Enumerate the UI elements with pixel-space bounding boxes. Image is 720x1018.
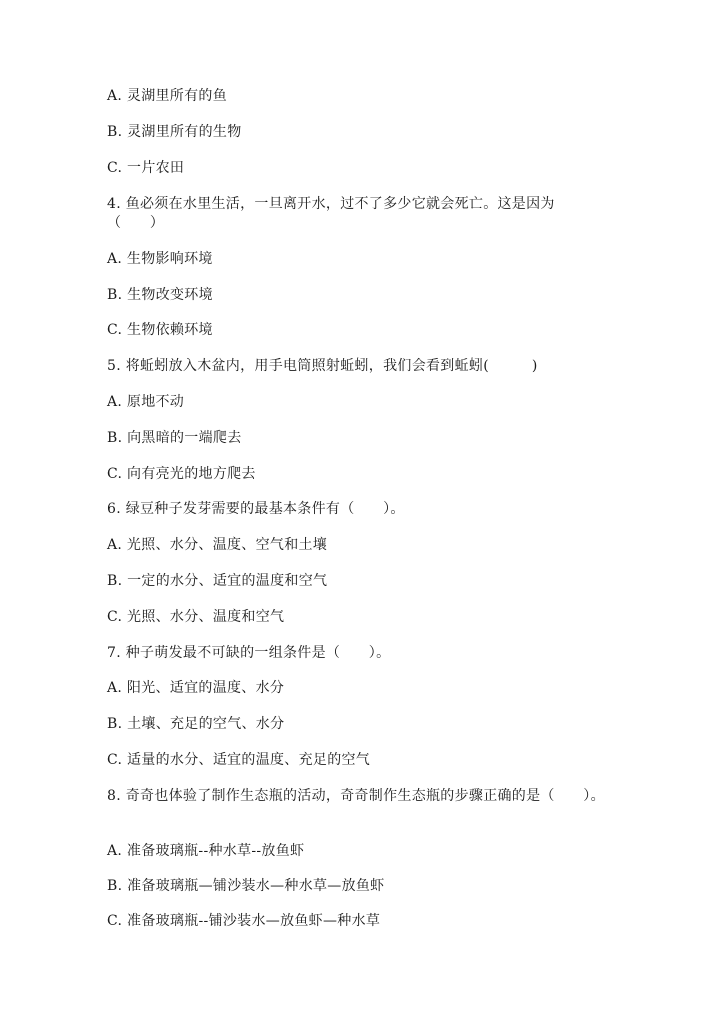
option-5b: B. 向黑暗的一端爬去 [107,430,242,446]
option-5c: C. 向有亮光的地方爬去 [107,466,256,482]
option-7a: A. 阳光、适宜的温度、水分 [107,680,285,696]
option-8c: C. 准备玻璃瓶--铺沙装水—放鱼虾—种水草 [107,913,381,929]
option-7b: B. 土壤、充足的空气、水分 [107,716,285,732]
option-7c: C. 适量的水分、适宜的温度、充足的空气 [107,752,371,768]
question-4: 4. 鱼必须在水里生活，一旦离开水，过不了多少它就会死亡。这是因为 [107,196,555,212]
option-8a: A. 准备玻璃瓶--种水草--放鱼虾 [107,843,305,859]
option-4c: C. 生物依赖环境 [107,322,213,338]
option-6b: B. 一定的水分、适宜的温度和空气 [107,573,328,589]
option-6c: C. 光照、水分、温度和空气 [107,609,285,625]
option-4a: A. 生物影响环境 [107,251,213,267]
question-6: 6. 绿豆种子发芽需要的最基本条件有（ ）。 [107,501,405,517]
option-3a: A. 灵湖里所有的鱼 [107,88,228,104]
option-6a: A. 光照、水分、温度、空气和土壤 [107,537,328,553]
option-5a: A. 原地不动 [107,394,185,410]
question-7: 7. 种子萌发最不可缺的一组条件是（ ）。 [107,645,391,661]
option-4b: B. 生物改变环境 [107,287,213,303]
question-8: 8. 奇奇也体验了制作生态瓶的活动，奇奇制作生态瓶的步骤正确的是（ ）。 [107,788,605,804]
option-8b: B. 准备玻璃瓶—铺沙装水—种水草—放鱼虾 [107,878,385,894]
question-5: 5. 将蚯蚓放入木盆内，用手电筒照射蚯蚓，我们会看到蚯蚓( ) [107,358,538,374]
option-3b: B. 灵湖里所有的生物 [107,124,242,140]
option-3c: C. 一片农田 [107,160,185,176]
question-4-blank: （ ） [107,215,165,231]
